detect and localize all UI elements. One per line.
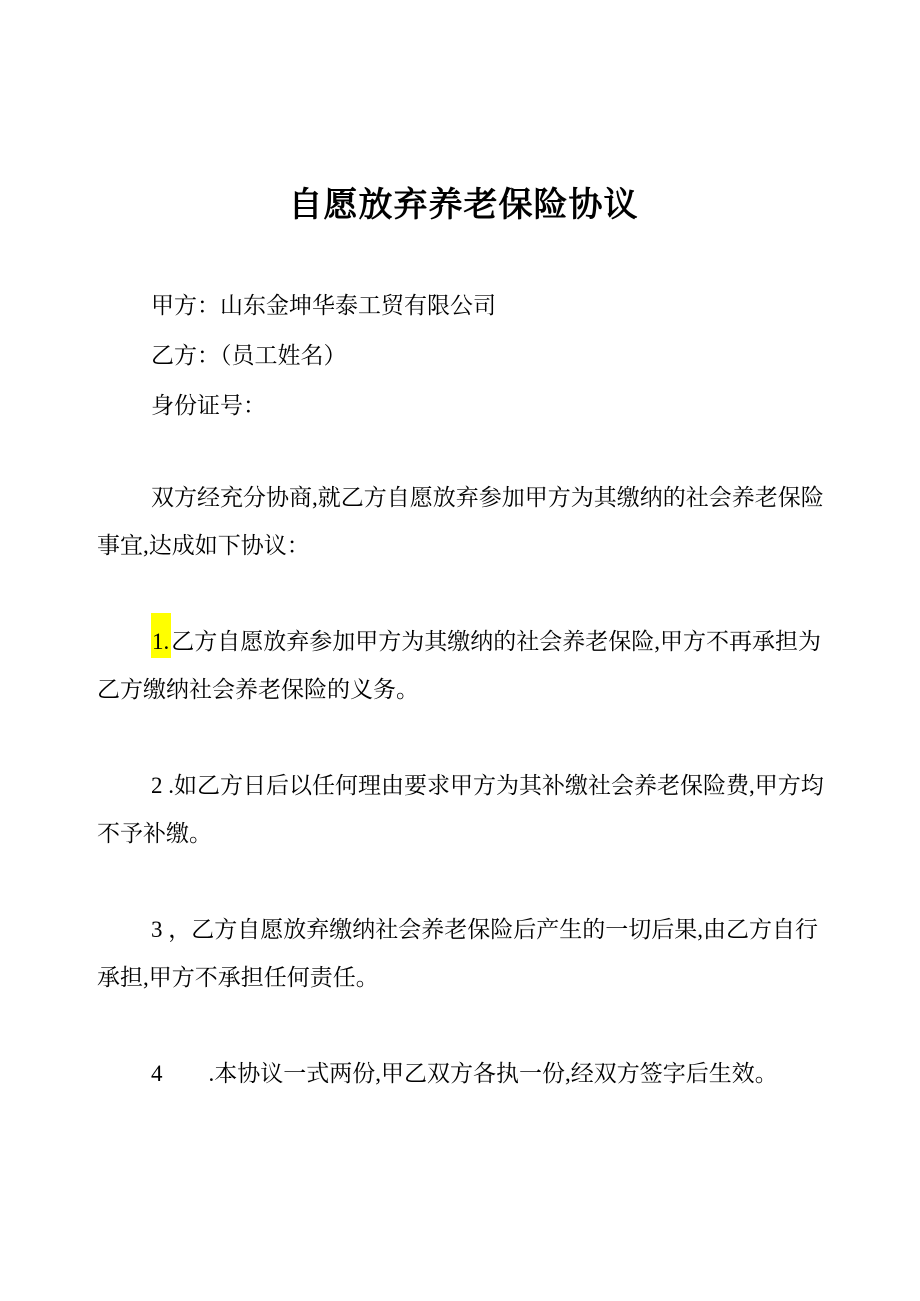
clause-1-number-highlight: 1. <box>151 613 171 658</box>
document-title: 自愿放弃养老保险协议 <box>288 186 639 224</box>
clause-3-text: 乙方自愿放弃缴纳社会养老保险后产生的一切后果,由乙方自行承担,甲方不承担任何责任。 <box>97 917 818 990</box>
party-a-label: 甲方： <box>151 293 220 318</box>
clause-1-text: 乙方自愿放弃参加甲方为其缴纳的社会养老保险,甲方不再承担为乙方缴纳社会养老保险的义务。 <box>97 629 821 702</box>
party-b-value: （员工姓名） <box>220 343 347 368</box>
parties-block <box>97 281 830 431</box>
party-a-line <box>97 281 830 331</box>
id-number-line <box>97 381 830 431</box>
party-a-value: 山东金坤华泰工贸有限公司 <box>220 293 496 318</box>
clause-4-text: 本协议一式两份,甲乙双方各执一份,经双方签字后生效。 <box>214 1061 778 1086</box>
clause-3-number: 3 ， <box>151 917 192 942</box>
clause-4-number: 4 . <box>151 1061 215 1086</box>
clause-2 <box>97 762 830 858</box>
clause-3 <box>97 906 830 1002</box>
preamble-paragraph: 双方经充分协商,就乙方自愿放弃参加甲方为其缴纳的社会养老保险事宜,达成如下协议： <box>97 485 824 558</box>
clause-2-number: 2 . <box>151 773 174 798</box>
party-b-line <box>97 331 830 381</box>
clause-1 <box>97 618 830 714</box>
clause-4 <box>97 1050 830 1098</box>
clause-2-text: 如乙方日后以任何理由要求甲方为其补缴社会养老保险费,甲方均不予补缴。 <box>97 773 824 846</box>
id-number-label: 身份证号： <box>151 393 266 418</box>
party-b-label: 乙方： <box>151 343 220 368</box>
